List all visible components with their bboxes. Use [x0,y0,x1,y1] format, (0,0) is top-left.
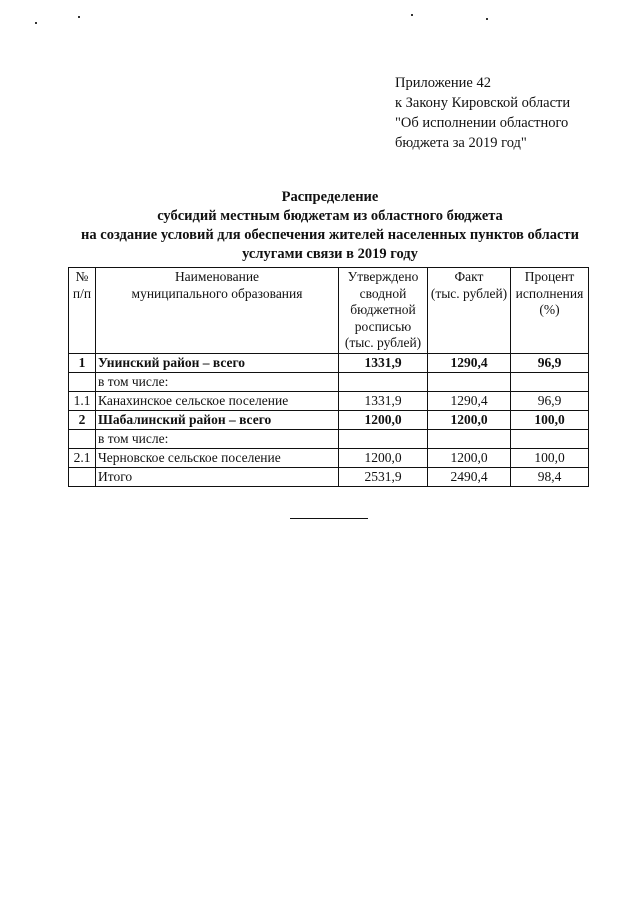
row-percent: 96,9 [511,353,589,372]
header-percent: Процент исполнения (%) [511,268,589,354]
table-row [69,429,589,448]
row-approved: 1331,9 [339,353,428,372]
header-approved: Утверждено сводной бюджетной росписью (тыс. рублей) [339,268,428,354]
appendix-line-2: к Закону Кировской области [395,95,571,111]
row-number [69,372,96,391]
row-number [69,429,96,448]
row-municipality: Канахинское сельское поселение [96,391,339,410]
scan-speck [78,16,80,18]
row-municipality: в том числе: [96,429,339,448]
appendix-note [395,73,625,153]
row-percent: 100,0 [511,410,589,429]
row-percent: 96,9 [511,391,589,410]
table-row [69,353,589,372]
header-fact: Факт (тыс. рублей) [428,268,511,354]
subsidy-table [68,267,589,487]
header-municipality: Наименование муниципального образования [96,268,339,354]
title-line-3: на создание условий для обеспечения жителей населенных пунктов области [81,227,579,243]
row-number: 1.1 [69,391,96,410]
table-header-row [69,268,589,354]
row-municipality: Черновское сельское поселение [96,448,339,467]
title-line-4: услугами связи в 2019 году [242,246,418,262]
table-row [69,448,589,467]
scan-speck [35,22,37,24]
row-approved: 1200,0 [339,410,428,429]
row-approved: 1200,0 [339,448,428,467]
row-percent [511,429,589,448]
row-number [69,467,96,486]
row-fact: 1200,0 [428,410,511,429]
scan-speck [486,18,488,20]
row-percent: 100,0 [511,448,589,467]
table-row [69,410,589,429]
row-fact: 2490,4 [428,467,511,486]
row-fact: 1200,0 [428,448,511,467]
row-municipality: в том числе: [96,372,339,391]
row-approved [339,429,428,448]
header-number: № п/п [69,268,96,354]
row-percent [511,372,589,391]
document-title [40,188,620,264]
appendix-line-4: бюджета за 2019 год" [395,135,527,151]
table-row [69,467,589,486]
scan-speck [411,14,413,16]
closing-rule [290,518,368,519]
table-row [69,391,589,410]
row-municipality: Итого [96,467,339,486]
row-fact [428,429,511,448]
row-number: 1 [69,353,96,372]
row-percent: 98,4 [511,467,589,486]
row-municipality: Шабалинский район – всего [96,410,339,429]
row-approved: 1331,9 [339,391,428,410]
row-fact: 1290,4 [428,353,511,372]
row-fact [428,372,511,391]
row-approved: 2531,9 [339,467,428,486]
title-line-2: субсидий местным бюджетам из областного бюджета [157,208,503,224]
row-approved [339,372,428,391]
title-line-1: Распределение [281,189,379,205]
row-fact: 1290,4 [428,391,511,410]
appendix-line-3: "Об исполнении областного [395,115,569,131]
row-number: 2.1 [69,448,96,467]
row-municipality: Унинский район – всего [96,353,339,372]
row-number: 2 [69,410,96,429]
table-row [69,372,589,391]
appendix-line-1: Приложение 42 [395,75,491,91]
